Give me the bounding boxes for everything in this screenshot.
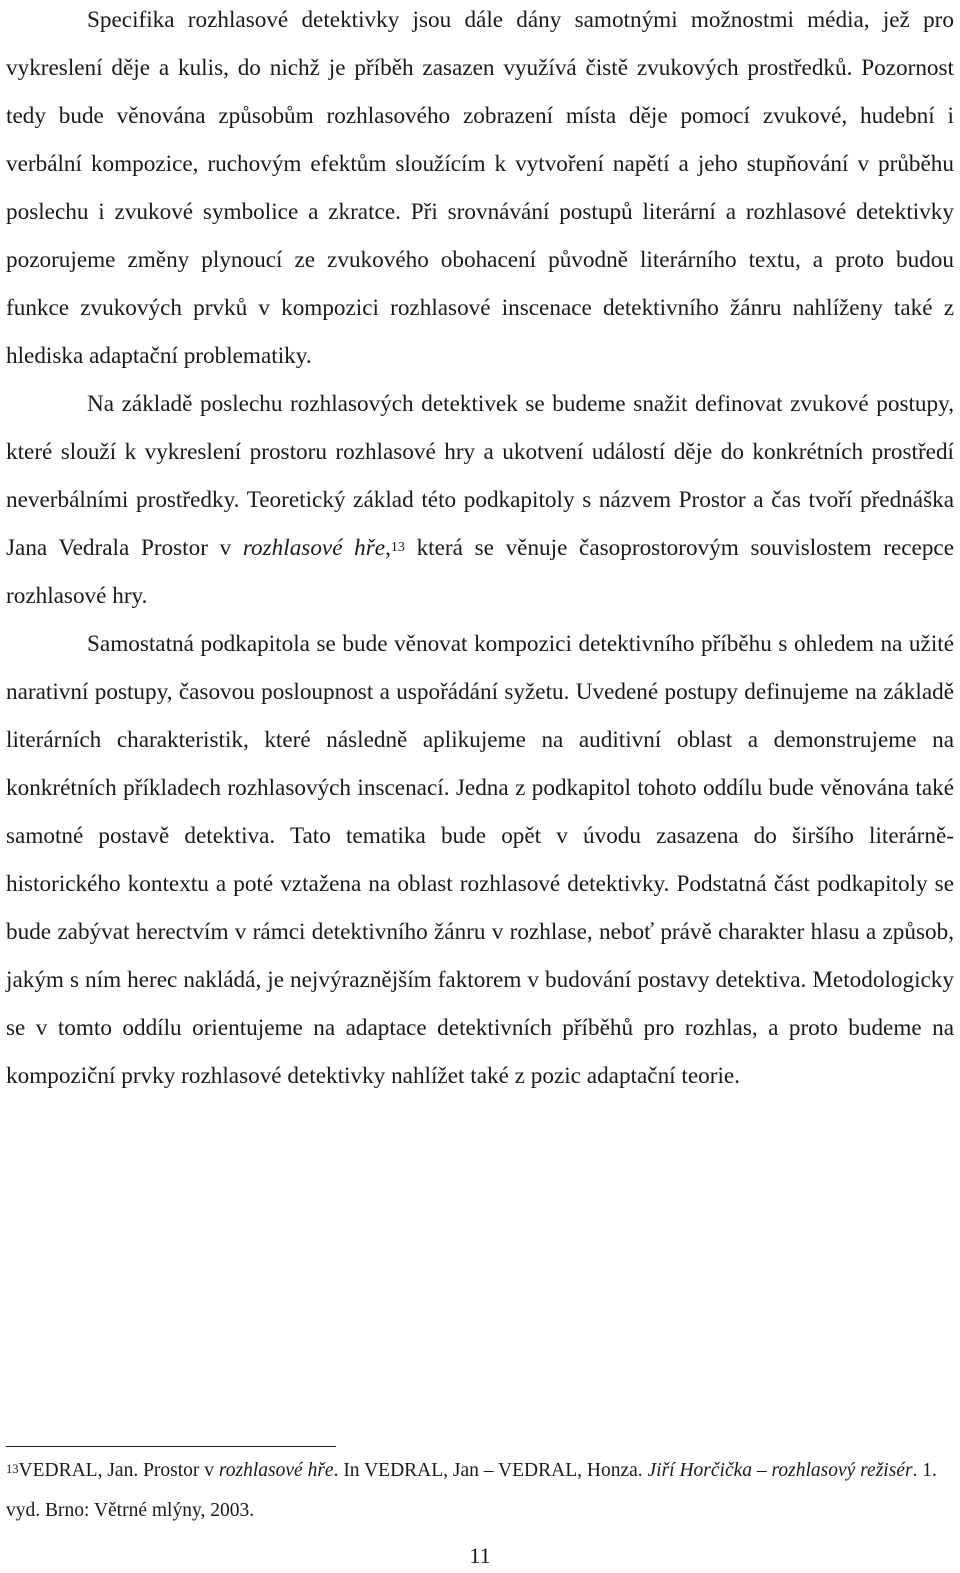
paragraph-3: Samostatná podkapitola se bude věnovat kompozici detektivního příběhu s ohledem na užité narativní postupy, časovou posloupnost a uspořádání syžetu. Uvedené postupy definujeme na základě literárních charakteristik, které následně aplikujeme na auditivní oblast a demonstrujeme na konkrétních příkladech rozhlasových inscenací. Jedna z podkapitol tohoto oddílu bude věnována také samotné postavě detektiva. Tato tematika bude opět v úvodu zasazena do širšího literárně-historického kontextu a poté vztažena na oblast rozhlasové detektivky. Podstatná část podkapitoly se bude zabývat herectvím v rámci detektivního žánru v rozhlase, neboť právě charakter hlasu a způsob, jakým s ním herec nakládá, je nejvýraznějším faktorem v budování postavy detektiva. Metodologicky se v tomto oddílu orientujeme na adaptace detektivních příběhů pro rozhlas, a proto budeme na kompoziční prvky rozhlasové detektivky nahlížet také z pozic adaptační teorie.: [6, 631, 954, 1089]
paragraph-2-text-before: Na základě poslechu rozhlasových detektivek se budeme snažit definovat zvukové postupy, které slouží k vykreslení prostoru rozhlasové hry a ukotvení událostí děje do konkrétních prostředí neverbálními prostředky. Teoretický základ této podkapitoly s názvem Prostor a čas tvoří přednáška Jana Vedrala Prostor v: [6, 391, 954, 561]
document-body: [6, 0, 954, 1100]
footnote-separator: [6, 1446, 336, 1447]
footnote-italic-1: rozhlasové hře: [218, 1460, 334, 1481]
paragraph-2-text-after: která se věnuje časoprostorovým souvislostem recepce rozhlasové hry.: [6, 535, 954, 609]
paragraph-2: [6, 380, 954, 620]
footnote: [6, 1451, 954, 1531]
footnote-text-2: . In VEDRAL, Jan – VEDRAL, Honza.: [333, 1460, 648, 1481]
paragraph-2-italic-title: rozhlasové hře: [242, 535, 386, 561]
footnote-number: 13: [6, 1462, 19, 1476]
paragraph-1: Specifika rozhlasové detektivky jsou dále dány samotnými možnostmi média, jež pro vykreslení děje a kulis, do nichž je příběh zasazen využívá čistě zvukových prostředků. Pozornost tedy bude věnována způsobům rozhlasového zobrazení místa děje pomocí zvukové, hudební i verbální kompozice, ruchovým efektům sloužícím k vytvoření napětí a jeho stupňování v průběhu poslechu i zvukové symbolice a zkratce. Při srovnávání postupů literární a rozhlasové detektivky pozorujeme změny plynoucí ze zvukového obohacení původně literárního textu, a proto budou funkce zvukových prvků v kompozici rozhlasové inscenace detektivního žánru nahlíženy také z hlediska adaptační problematiky.: [6, 7, 954, 369]
footnote-reference[interactable]: 13: [390, 540, 405, 555]
page-number: 11: [469, 1543, 491, 1568]
footnote-text-3: . 1. vyd. Brno: Větrné mlýny, 2003.: [6, 1460, 937, 1521]
paragraph-2-comma: ,: [385, 535, 391, 561]
footnote-text-1: VEDRAL, Jan. Prostor v: [18, 1460, 219, 1481]
footnote-italic-2: Jiří Horčička – rozhlasový režisér: [647, 1460, 913, 1481]
